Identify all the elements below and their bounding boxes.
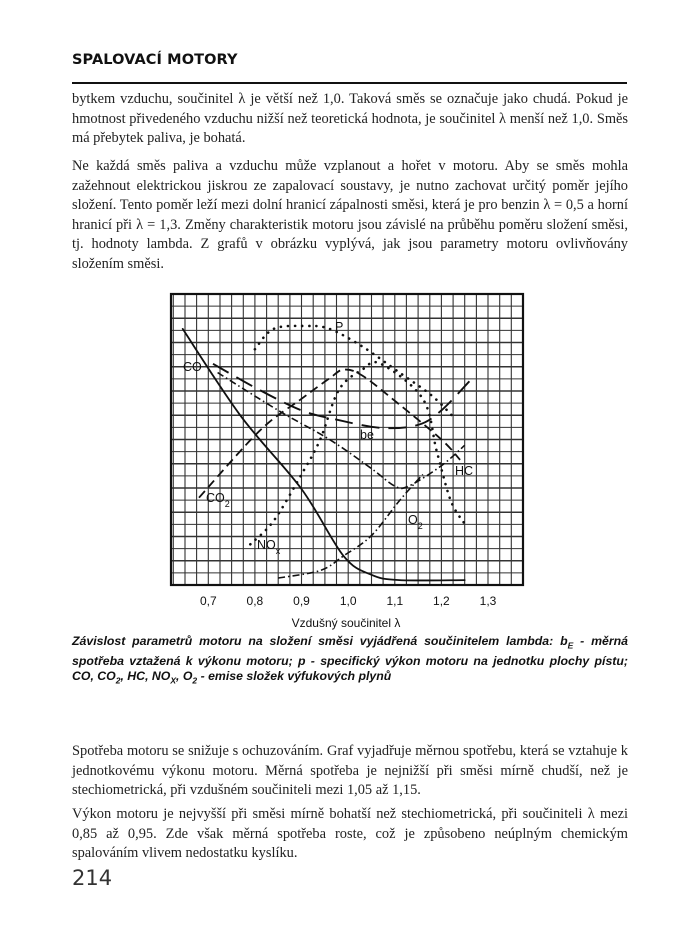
paragraph: Ne každá směs paliva a vzduchu může vzplanout a hořet v motoru. Aby se směs mohla zažehnout elektrickou jiskrou ze zapalovací soustavy, je nutno zachovat určitý poměr jejího složení. Tento poměr leží mezi dolní hranicí zápalnosti směsi, která je pro benzin λ = 0,5 a horní hranicí při λ = 1,3. Změny charakteristik motoru jsou závislé na průběhu poměru složení směsi, tj. hodnoty lambda. Z grafů v obrázku vyplývá, jak jsou parametry motoru ovlivňovány složením směsi. <box>72 158 628 272</box>
header-rule <box>72 82 627 84</box>
running-header: SPALOVACÍ MOTORY <box>72 52 238 68</box>
figure-caption <box>72 634 628 689</box>
caption-text: , O <box>176 669 193 684</box>
x-tick-label: 1,1 <box>386 594 404 608</box>
caption-text: - emise složek výfukových plynů <box>197 669 392 684</box>
curve-label-co: CO <box>183 360 202 374</box>
curve-label-co2: $CO_2$ <box>206 491 230 509</box>
x-tick-label: 0,7 <box>199 594 217 608</box>
curve-co2 <box>199 370 460 498</box>
curve-be <box>213 364 469 428</box>
x-tick-label: 1,3 <box>479 594 497 608</box>
paragraph: Výkon motoru je nejvyšší při směsi mírně bohatší než stechiometrická, při součiniteli λ mezi 0,85 až 0,95. Zde však měrná spotřeba roste, což je způsobeno neúplným chemickým spalováním vlivem nedostatku kyslíku. <box>72 806 628 862</box>
caption-subscript: 2 <box>192 675 198 686</box>
caption-subscript: E <box>567 640 574 651</box>
curve-label-nox: $NO_x$ <box>257 538 281 556</box>
caption-text: , HC, NO <box>120 669 171 684</box>
curve-o2 <box>278 474 423 578</box>
x-tick-label: 0,9 <box>293 594 310 608</box>
x-tick-label: 0,8 <box>246 594 264 608</box>
curve-p <box>255 326 456 419</box>
curve-label-p: P <box>335 320 344 334</box>
x-axis-title: Vzdušný součinitel λ <box>291 616 401 630</box>
chart-curve-labels <box>183 320 473 556</box>
curve-co <box>183 329 465 581</box>
caption-text: Závislost parametrů motoru na složení směsi vyjádřená součinitelem lambda: b <box>72 634 568 648</box>
caption-subscript: X <box>170 675 177 686</box>
curve-label-be: be <box>360 428 374 442</box>
chart-frame <box>171 294 523 585</box>
x-tick-label: 1,0 <box>339 594 357 608</box>
caption-subscript: 2 <box>115 675 121 686</box>
caption-text: - měrná spotřeba vztažená k výkonu motoru; p - specifický výkon motoru na jednotku plochy pístu; CO, CO <box>72 634 628 684</box>
paragraph: bytkem vzduchu, součinitel λ je větší než 1,0. Taková směs se označuje jako chudá. Pokud je hmotnost přivedeného vzduchu nižší než teoretická hodnota, je součinitel λ menší než 1,0. Směs má přebytek paliva, je bohatá. <box>72 91 628 147</box>
chart-grid <box>171 294 523 585</box>
x-tick-label: 1,2 <box>433 594 450 608</box>
curve-nox <box>250 362 464 544</box>
curve-label-o2: $O_2$ <box>408 513 423 531</box>
chart-curves <box>183 326 470 581</box>
curve-hc <box>218 373 465 489</box>
chart-x-ticks <box>200 594 497 608</box>
page-number: 214 <box>72 866 113 890</box>
curve-label-hc: HC <box>455 464 474 478</box>
paragraph: Spotřeba motoru se snižuje s ochuzováním. Graf vyjadřuje měrnou spotřebu, která se vztahuje k jednotkovému výkonu motoru. Měrná spotřeba je nejnižší při směsi mírně chudší, než je stechiometrická, při vzdušném součiniteli mezi 1,05 až 1,15. <box>72 743 628 799</box>
